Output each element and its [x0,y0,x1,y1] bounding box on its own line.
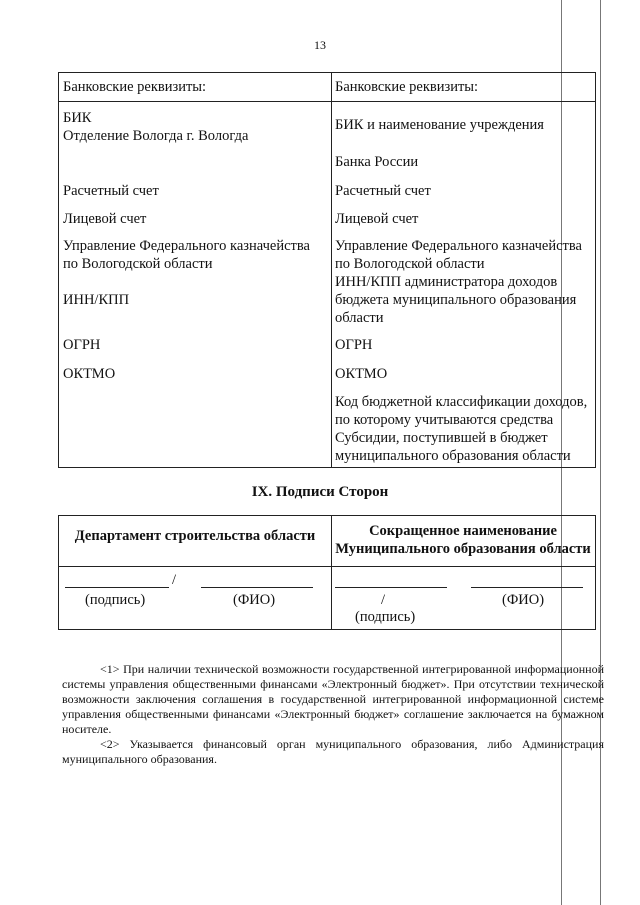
right-ogrn: ОГРН [335,337,373,353]
signature-line [335,587,447,588]
signature-line [65,587,169,588]
slash-separator: / [172,572,177,588]
signatures-table [58,515,596,630]
footnote-1: <1> При наличии технической возможности государственной интегрированной информационной системы управления общественными финансами «Электронный бюджет». При отсутствии технической возможности заключения соглашения в государственной интегрированной информационной системе управления общественными финансами «Электронный бюджет» соглашение заключается на бумажном носителе. [62,662,604,736]
bank-details-table [58,72,596,468]
left-personal-account: Лицевой счет [63,211,147,227]
footnotes [62,662,604,767]
right-bank: Банка России [335,154,419,170]
right-kbk-line4: муниципального образования области [335,448,571,464]
left-party-header: Департамент строительства области [74,528,316,544]
right-personal-account: Лицевой счет [335,211,419,227]
footnote-2: <2> Указывается финансовый орган муниципального образования, либо Администрация муниципального образования. [62,737,604,766]
right-settlement-account: Расчетный счет [335,183,431,199]
right-party-header-line2: Муниципального образования области [335,541,591,557]
left-bik: БИК [63,110,92,126]
name-label: (ФИО) [502,592,545,608]
left-settlement-account: Расчетный счет [63,183,159,199]
name-line [201,587,313,588]
page-number: 13 [314,38,326,52]
right-treasury-line2: по Вологодской области [335,256,485,272]
left-branch: Отделение Вологда г. Вологда [63,128,249,144]
right-inn-line3: области [335,310,384,326]
right-kbk-line3: Субсидии, поступившей в бюджет [335,430,548,446]
scan-artifact-line [600,0,601,905]
right-party-header-line1: Сокращенное наименование [369,523,557,539]
right-kbk-line2: по которому учитываются средства [335,412,554,428]
left-header: Банковские реквизиты: [63,79,207,95]
right-inn-line1: ИНН/КПП администратора доходов [335,274,558,290]
left-oktmo: ОКТМО [63,366,116,382]
right-kbk-line1: Код бюджетной классификации доходов, [335,394,588,410]
table-header-rule [59,101,595,102]
name-line [471,587,583,588]
table-header-rule [59,566,595,567]
left-ogrn: ОГРН [63,337,101,353]
left-treasury-line1: Управление Федерального казначейства [63,238,310,254]
right-inn-line2: бюджета муниципального образования [335,292,577,308]
right-oktmo: ОКТМО [335,366,388,382]
signature-label: (подпись) [85,592,146,608]
right-header: Банковские реквизиты: [335,79,479,95]
section-title: IX. Подписи Сторон [251,484,389,500]
table-divider [331,73,332,467]
name-label: (ФИО) [233,592,276,608]
signature-label: (подпись) [355,609,416,625]
right-treasury-line1: Управление Федерального казначейства [335,238,582,254]
left-inn-kpp: ИНН/КПП [63,292,130,308]
left-treasury-line2: по Вологодской области [63,256,213,272]
slash-separator: / [381,592,386,608]
right-bik-name: БИК и наименование учреждения [335,117,544,133]
